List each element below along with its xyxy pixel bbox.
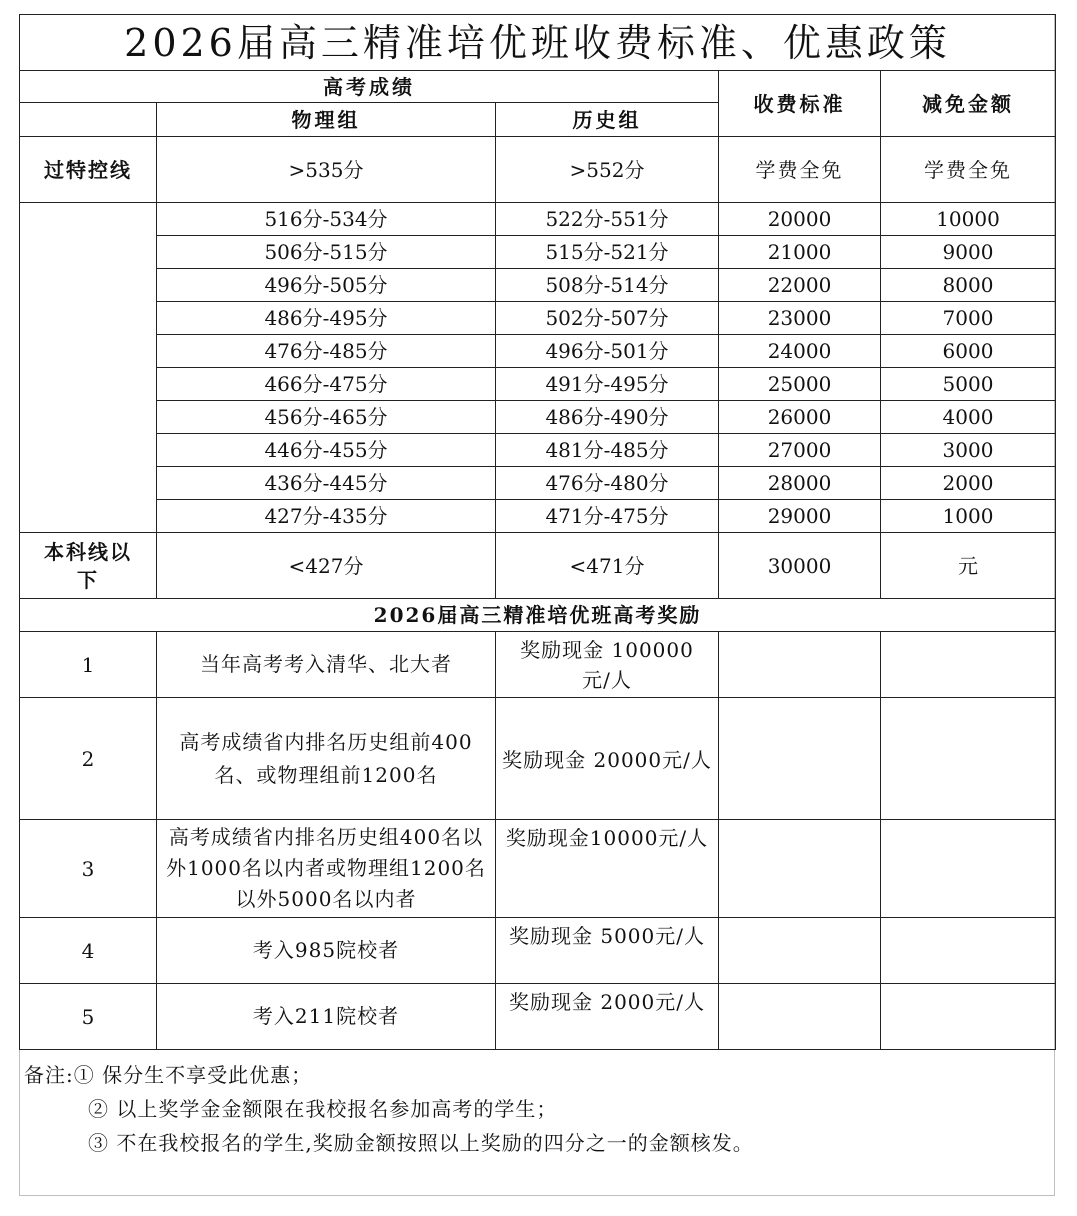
special-line-fee: 学费全免: [719, 137, 881, 203]
band-physics: 486分-495分: [157, 302, 496, 335]
table-row: [20, 500, 1056, 533]
award-blank-cell: [881, 918, 1056, 984]
award-row: [20, 984, 1056, 1050]
score-group-header: 高考成绩: [20, 71, 719, 103]
band-fee: 21000: [719, 236, 881, 269]
table-row: [20, 236, 1056, 269]
band-fee: 22000: [719, 269, 881, 302]
band-discount: 10000: [881, 203, 1056, 236]
table-row: [20, 434, 1056, 467]
award-reward: 奖励现金 2000元/人: [496, 984, 719, 1050]
band-discount: 7000: [881, 302, 1056, 335]
award-number: 3: [20, 820, 157, 918]
award-row: [20, 820, 1056, 918]
fee-header: 收费标准: [719, 71, 881, 137]
band-discount: 9000: [881, 236, 1056, 269]
band-physics: 427分-435分: [157, 500, 496, 533]
award-blank-cell: [719, 918, 881, 984]
award-blank-cell: [719, 984, 881, 1050]
band-fee: 25000: [719, 368, 881, 401]
table-row: [20, 269, 1056, 302]
band-fee: 23000: [719, 302, 881, 335]
award-reward: 奖励现金 20000元/人: [496, 698, 719, 820]
award-condition: 当年高考考入清华、北大者: [157, 632, 496, 698]
award-blank-cell: [881, 632, 1056, 698]
award-blank-cell: [719, 698, 881, 820]
note-line: [24, 1058, 1044, 1092]
band-fee: 24000: [719, 335, 881, 368]
band-history: 481分-485分: [496, 434, 719, 467]
band-physics: 446分-455分: [157, 434, 496, 467]
band-fee: 20000: [719, 203, 881, 236]
band-history: 515分-521分: [496, 236, 719, 269]
award-condition: 高考成绩省内排名历史组前400名、或物理组前1200名: [157, 698, 496, 820]
table-row: [20, 401, 1056, 434]
table-row: [20, 467, 1056, 500]
blank-header-cell: [20, 103, 157, 137]
special-line-discount: 学费全免: [881, 137, 1056, 203]
award-condition: 考入985院校者: [157, 918, 496, 984]
table-row: [20, 368, 1056, 401]
award-row: [20, 698, 1056, 820]
table-row: [20, 335, 1056, 368]
note-line: [24, 1092, 1044, 1126]
award-number: 2: [20, 698, 157, 820]
below-line-physics: <427分: [157, 533, 496, 599]
band-label-cell: [20, 203, 157, 533]
band-history: 471分-475分: [496, 500, 719, 533]
note-item: ③ 不在我校报名的学生,奖励金额按照以上奖励的四分之一的金额核发。: [88, 1131, 754, 1155]
below-line-label: 本科线以下: [20, 533, 157, 599]
fee-policy-table: [19, 14, 1056, 1050]
band-history: 476分-480分: [496, 467, 719, 500]
band-history: 496分-501分: [496, 335, 719, 368]
band-fee: 29000: [719, 500, 881, 533]
award-number: 5: [20, 984, 157, 1050]
award-blank-cell: [881, 984, 1056, 1050]
special-line-physics: >535分: [157, 137, 496, 203]
award-row: [20, 632, 1056, 698]
award-blank-cell: [881, 698, 1056, 820]
band-history: 491分-495分: [496, 368, 719, 401]
band-history: 502分-507分: [496, 302, 719, 335]
band-fee: 27000: [719, 434, 881, 467]
band-physics: 456分-465分: [157, 401, 496, 434]
document-title: 2026届高三精准培优班收费标准、优惠政策: [20, 15, 1056, 71]
award-number: 1: [20, 632, 157, 698]
band-discount: 3000: [881, 434, 1056, 467]
award-blank-cell: [719, 820, 881, 918]
band-physics: 516分-534分: [157, 203, 496, 236]
note-item: ② 以上奖学金金额限在我校报名参加高考的学生；: [88, 1097, 558, 1121]
award-number: 4: [20, 918, 157, 984]
band-discount: 5000: [881, 368, 1056, 401]
below-line-fee: 30000: [719, 533, 881, 599]
band-physics: 506分-515分: [157, 236, 496, 269]
note-line: [24, 1126, 1044, 1160]
award-blank-cell: [719, 632, 881, 698]
award-row: [20, 918, 1056, 984]
band-fee: 26000: [719, 401, 881, 434]
table-row: [20, 302, 1056, 335]
awards-title: 2026届高三精准培优班高考奖励: [20, 599, 1056, 632]
below-line-history: <471分: [496, 533, 719, 599]
band-discount: 1000: [881, 500, 1056, 533]
special-line-history: >552分: [496, 137, 719, 203]
special-line-label: 过特控线: [20, 137, 157, 203]
history-header: 历史组: [496, 103, 719, 137]
award-reward: 奖励现金 5000元/人: [496, 918, 719, 984]
award-blank-cell: [881, 820, 1056, 918]
notes-prefix: 备注:: [24, 1063, 74, 1087]
band-physics: 466分-475分: [157, 368, 496, 401]
band-fee: 28000: [719, 467, 881, 500]
band-history: 486分-490分: [496, 401, 719, 434]
band-history: 522分-551分: [496, 203, 719, 236]
notes-section: [24, 1058, 1044, 1160]
physics-header: 物理组: [157, 103, 496, 137]
note-item: ① 保分生不享受此优惠；: [73, 1063, 313, 1087]
band-physics: 476分-485分: [157, 335, 496, 368]
band-physics: 436分-445分: [157, 467, 496, 500]
award-condition: 高考成绩省内排名历史组400名以外1000名以内者或物理组1200名以外5000名以内者: [157, 820, 496, 918]
band-physics: 496分-505分: [157, 269, 496, 302]
table-row: [20, 203, 1056, 236]
band-discount: 4000: [881, 401, 1056, 434]
discount-header: 减免金额: [881, 71, 1056, 137]
below-line-discount: 元: [881, 533, 1056, 599]
band-discount: 6000: [881, 335, 1056, 368]
band-history: 508分-514分: [496, 269, 719, 302]
band-discount: 8000: [881, 269, 1056, 302]
award-reward: 奖励现金10000元/人: [496, 820, 719, 918]
award-condition: 考入211院校者: [157, 984, 496, 1050]
award-reward: 奖励现金 100000元/人: [496, 632, 719, 698]
band-discount: 2000: [881, 467, 1056, 500]
